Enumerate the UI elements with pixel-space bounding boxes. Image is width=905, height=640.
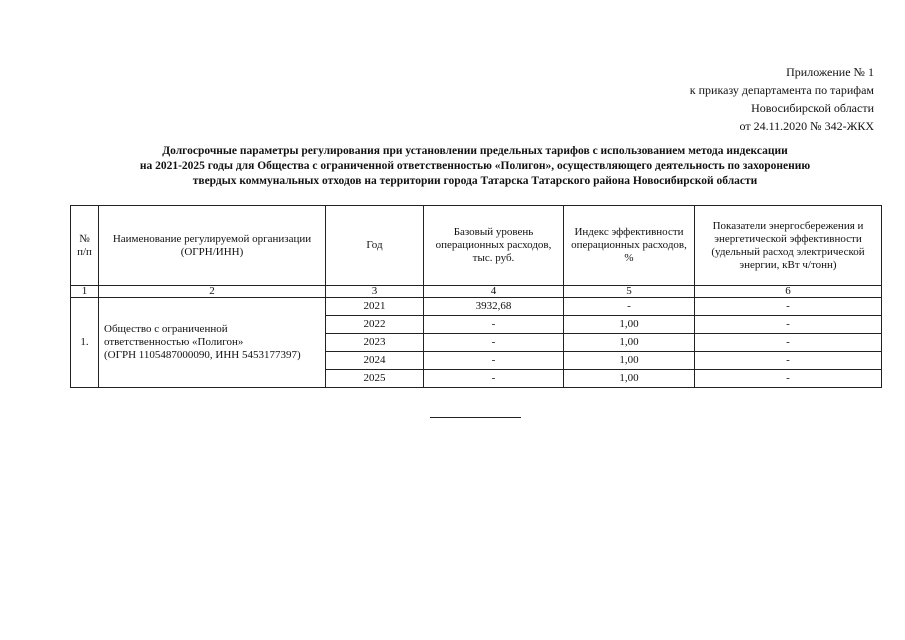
base-cost-cell: - <box>424 352 564 370</box>
header-year: Год <box>326 206 424 286</box>
appendix-block <box>690 63 874 135</box>
table-row <box>71 298 882 316</box>
column-number: 1 <box>71 286 99 298</box>
appendix-line: от 24.11.2020 № 342-ЖКХ <box>739 119 874 133</box>
efficiency-index-cell: - <box>564 298 695 316</box>
footer-divider-line <box>430 417 521 418</box>
org-line: Общество с ограниченной <box>104 323 228 335</box>
efficiency-index-cell: 1,00 <box>564 316 695 334</box>
year-cell: 2022 <box>326 316 424 334</box>
energy-indicator-cell: - <box>695 352 882 370</box>
header-org: Наименование регулируемой организации (ОГРН/ИНН) <box>99 206 326 286</box>
base-cost-cell: - <box>424 316 564 334</box>
title-line: на 2021-2025 годы для Общества с ограниченной ответственностью «Полигон», осуществляющего деятельность по захоронению <box>139 160 811 172</box>
appendix-line: к приказу департамента по тарифам <box>689 83 874 97</box>
year-cell: 2025 <box>326 370 424 388</box>
efficiency-index-cell: 1,00 <box>564 370 695 388</box>
column-number: 5 <box>564 286 695 298</box>
appendix-line: Приложение № 1 <box>786 65 874 79</box>
organization-name <box>99 298 326 388</box>
energy-indicator-cell: - <box>695 334 882 352</box>
header-num: № п/п <box>71 206 99 286</box>
energy-indicator-cell: - <box>695 316 882 334</box>
title-line: Долгосрочные параметры регулирования при установлении предельных тарифов с использованием метода индексации <box>162 145 788 157</box>
year-cell: 2024 <box>326 352 424 370</box>
energy-indicator-cell: - <box>695 370 882 388</box>
year-cell: 2021 <box>326 298 424 316</box>
efficiency-index-cell: 1,00 <box>564 352 695 370</box>
column-numbers-row <box>71 286 882 298</box>
table-header-row <box>71 206 882 286</box>
org-line: ответственностью «Полигон» <box>104 336 244 348</box>
header-energy: Показатели энергосбережения и энергетической эффективности (удельный расход электрической энергии, кВт ч/тонн) <box>695 206 882 286</box>
org-line: (ОГРН 1105487000090, ИНН 5453177397) <box>104 349 301 361</box>
header-base: Базовый уровень операционных расходов, тыс. руб. <box>424 206 564 286</box>
column-number: 2 <box>99 286 326 298</box>
parameters-table <box>70 205 882 388</box>
efficiency-index-cell: 1,00 <box>564 334 695 352</box>
base-cost-cell: - <box>424 370 564 388</box>
energy-indicator-cell: - <box>695 298 882 316</box>
column-number: 3 <box>326 286 424 298</box>
header-index: Индекс эффективности операционных расходов, % <box>564 206 695 286</box>
row-number: 1. <box>71 298 99 388</box>
document-title <box>70 144 880 189</box>
column-number: 4 <box>424 286 564 298</box>
column-number: 6 <box>695 286 882 298</box>
base-cost-cell: - <box>424 334 564 352</box>
appendix-line: Новосибирской области <box>751 101 874 115</box>
base-cost-cell: 3932,68 <box>424 298 564 316</box>
year-cell: 2023 <box>326 334 424 352</box>
title-line: твердых коммунальных отходов на территории города Татарска Татарского района Новосибирской области <box>192 175 758 187</box>
